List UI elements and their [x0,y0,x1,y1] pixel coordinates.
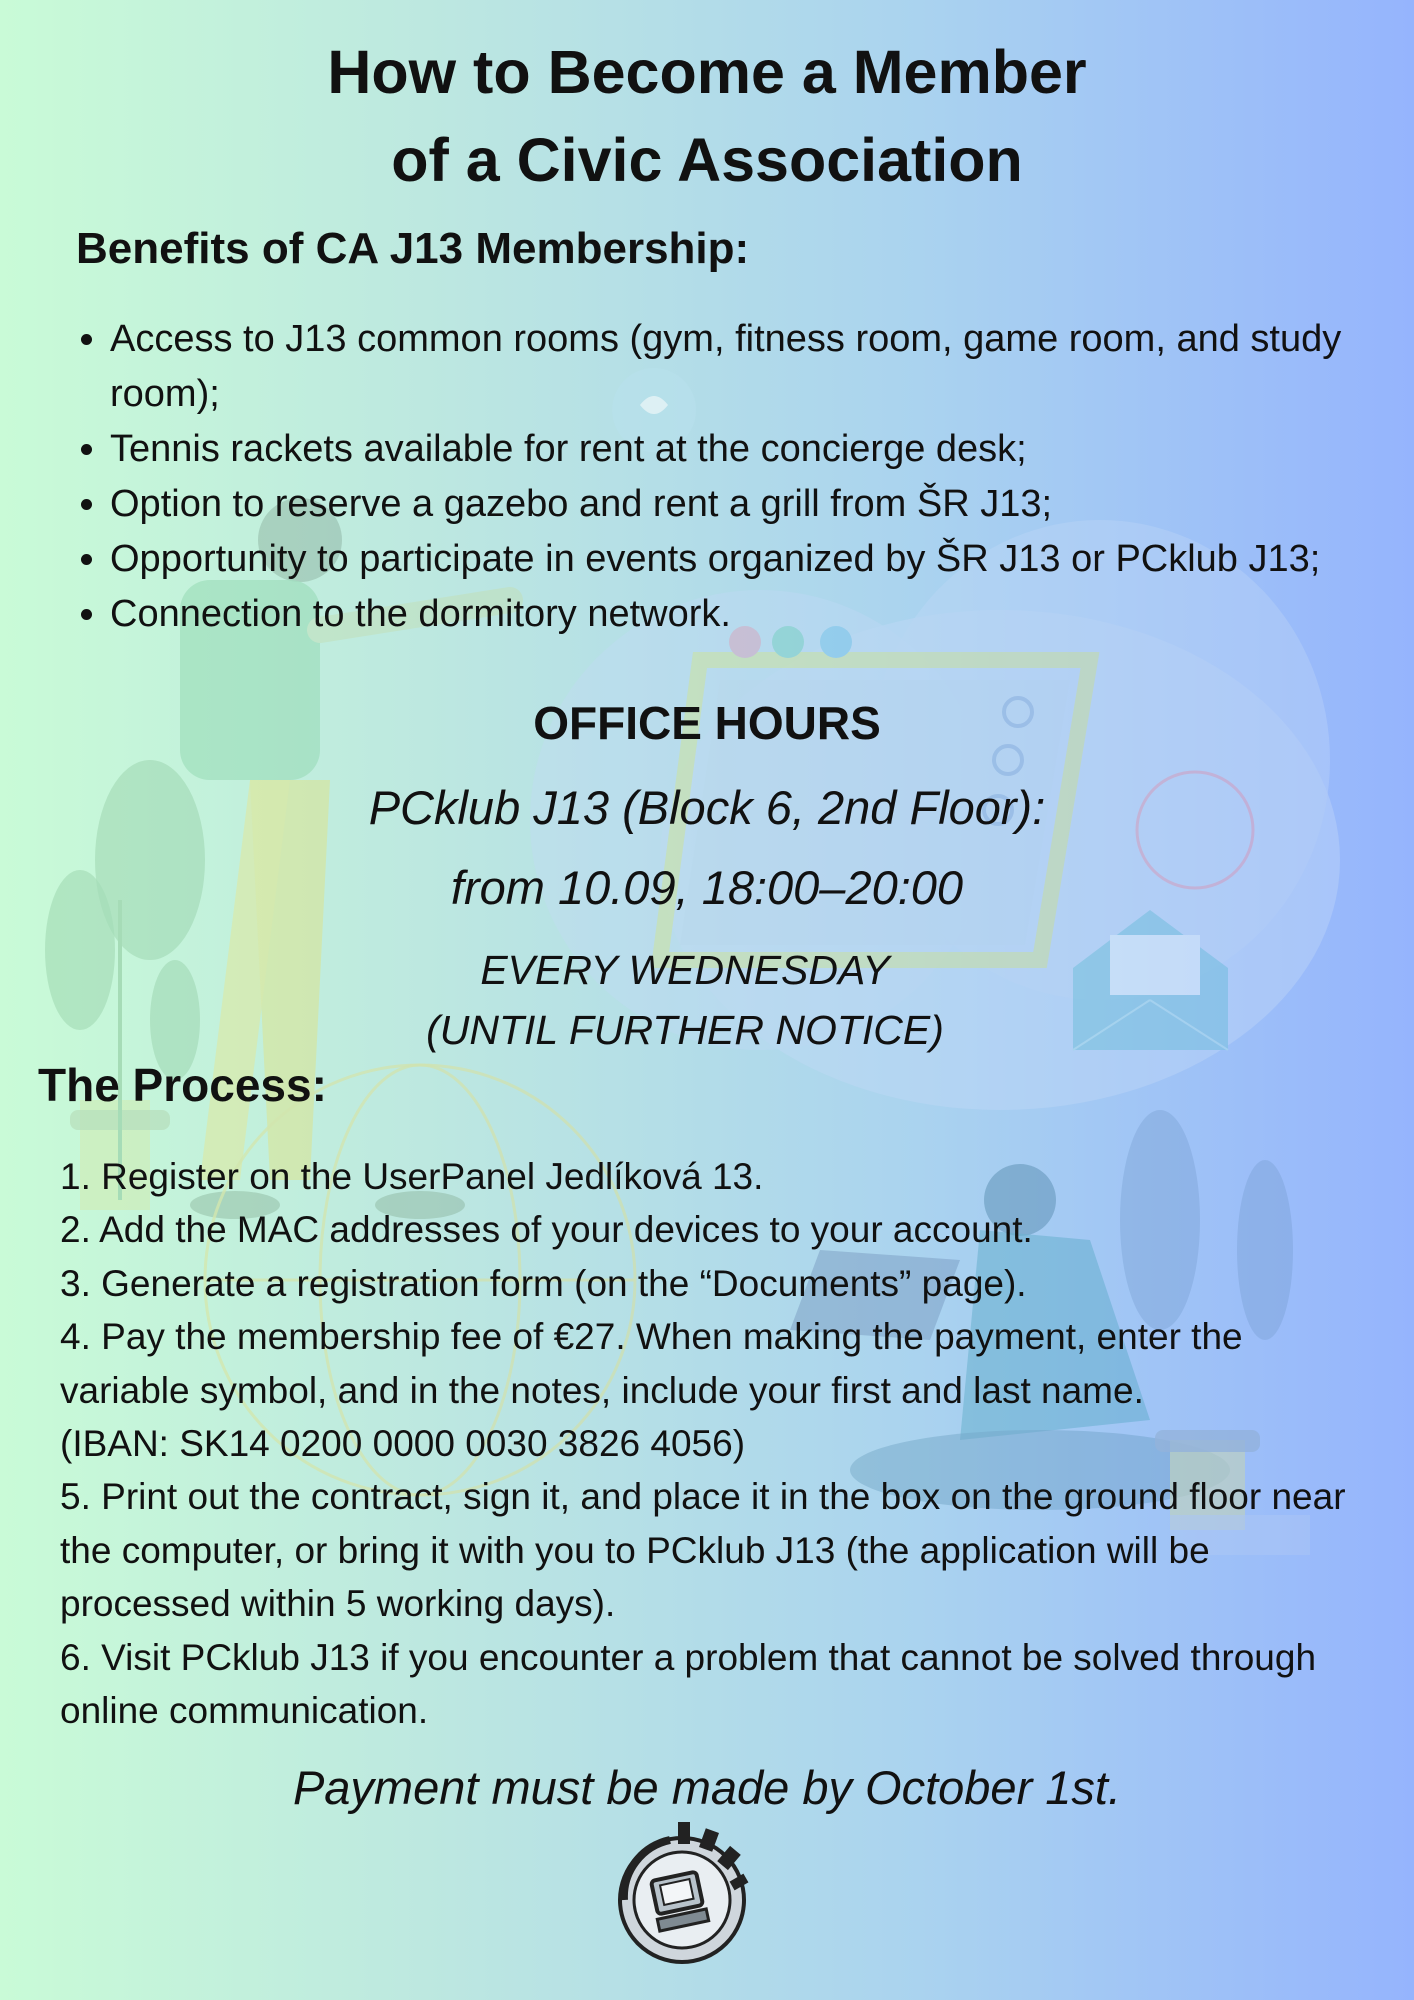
office-location: PCklub J13 (Block 6, 2nd Floor): [368,781,1046,834]
benefits-list [58,312,1380,642]
office-time: from 10.09, 18:00–20:00 [450,861,964,914]
process-step: 5. Print out the contract, sign it, and place it in the box on the ground floor near the computer, or bring it with you to PCklub J13 (the application will be processed within 5 working days). [60,1476,1346,1625]
benefit-item: • Tennis rackets available for rent at the concierge desk; [110,422,1380,477]
process-step: 4. Pay the membership fee of €27. When making the payment, enter the variable symbol, and in the notes, include your first and last name. [60,1316,1243,1411]
benefit-item: • Connection to the dormitory network. [110,587,1380,642]
payment-deadline: Payment must be made by October 1st. [292,1761,1122,1814]
benefit-item: • Option to reserve a gazebo and rent a grill from ŠR J13; [110,477,1380,532]
office-schedule-line-2: (UNTIL FURTHER NOTICE) [426,1007,944,1053]
page-title [0,28,1414,204]
benefit-item: • Opportunity to participate in events organized by ŠR J13 or PCklub J13; [110,532,1380,587]
process-step: 3. Generate a registration form (on the “Documents” page). [60,1262,1027,1304]
office-hours-heading: OFFICE HOURS [533,697,881,749]
page-title-line-2: of a Civic Association [391,126,1023,194]
process-step: 6. Visit PCklub J13 if you encounter a problem that cannot be solved through online communication. [60,1636,1317,1732]
page-title-line-1: How to Become a Member [327,38,1087,106]
process-heading: The Process: [38,1059,327,1111]
process-steps [60,1150,1360,1737]
benefit-item: • Access to J13 common rooms (gym, fitness room, game room, and study room); [110,312,1380,422]
process-step: 1. Register on the UserPanel Jedlíková 13. [60,1156,764,1197]
office-schedule [0,940,1370,1060]
process-step-iban: (IBAN: SK14 0200 0000 0030 3826 4056) [60,1423,746,1465]
office-schedule-line-1: EVERY WEDNESDAY [480,947,890,993]
benefits-heading: Benefits of CA J13 Membership: [76,224,750,273]
pcklub-logo-icon [610,1818,760,1968]
process-step: 2. Add the MAC addresses of your devices to your account. [60,1209,1033,1251]
